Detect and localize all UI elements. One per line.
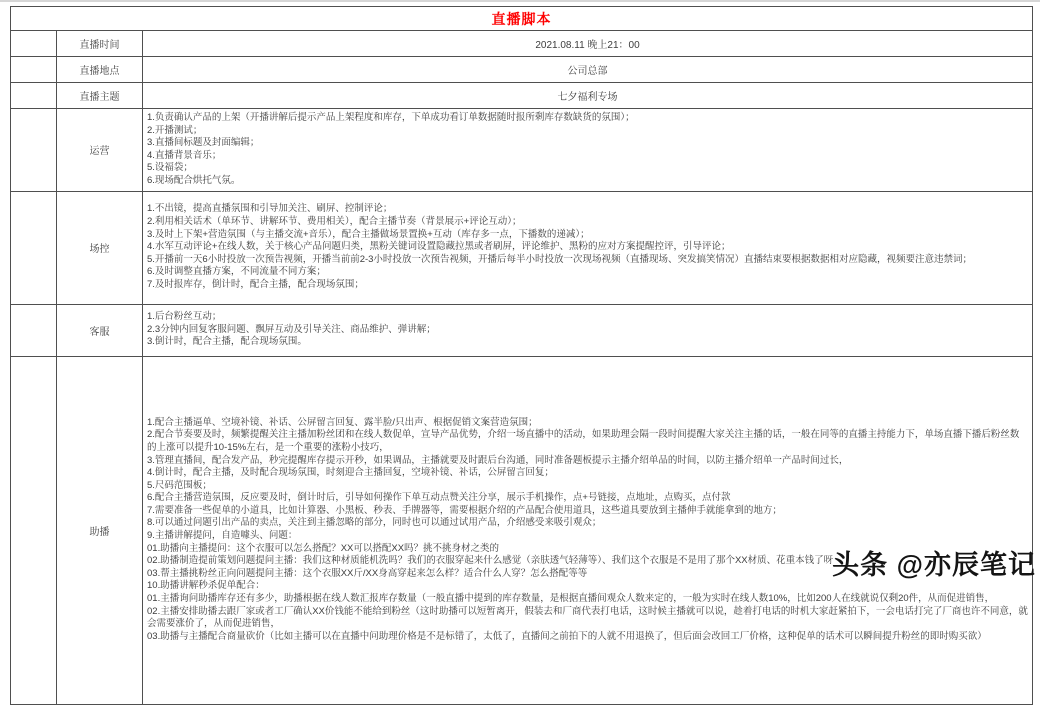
info-row [11, 31, 1033, 57]
role-row [11, 304, 1033, 356]
info-row [11, 83, 1033, 109]
task-line: 3.管理直播间，配合发产品，秒完提醒库存提示开秒，如果调品，主播就要及时跟后台沟通，同时准备题板提示主播介绍单品的时间，以防主播介绍单一产品时间过长， [147, 454, 849, 466]
role-row [11, 109, 1033, 192]
row-spacer-cell [11, 83, 57, 109]
task-line: 2.利用相关话术（单环节、讲解环节、费用相关），配合主播节奏（背景展示+评论互动）； [147, 216, 522, 228]
role-content-cell [143, 191, 1033, 304]
row-spacer-cell [11, 109, 57, 192]
row-spacer-cell [11, 304, 57, 356]
info-label: 直播地点 [57, 57, 143, 83]
task-line: 6.现场配合烘托气氛。 [147, 174, 241, 186]
role-label: 助播 [57, 356, 143, 704]
task-line: 02.主播安排助播去跟厂家或者工厂确认XX价钱能不能给到粉丝（这时助播可以短暂离开，假装去和厂商代表打电话，这时候主播就可以说，趁着打电话的时机大家赶紧拍下，一会电话打完了厂商也许不同意，就会需要涨价了，从而促进销售， [147, 605, 1028, 630]
task-line: 5.设福袋； [147, 162, 193, 174]
task-line: 6.及时调整直播方案，不同流量不同方案； [147, 266, 326, 278]
role-row [11, 356, 1033, 704]
row-spacer-cell [11, 191, 57, 304]
task-line: 5.开播前一天6小时投放一次预告视频，开播当前前2-3小时投放一次预告视频，开播后每半小时投放一次现场视频（直播现场、突发搞笑情况）直播结束要根据数据相对应隐藏，视频要注意违禁词； [147, 253, 972, 265]
task-line: 3.直播间标题及封面编辑； [147, 137, 260, 149]
task-line: 01.助播向主播提问：这个衣服可以怎么搭配？XX可以搭配XX吗？挑不挑身材之类的 [147, 542, 500, 554]
role-content-cell [143, 109, 1033, 192]
task-line: 2.配合节奏要及时，频繁提醒关注主播加粉丝团和在线人数促单，宣导产品优势，介绍一场直播中的活动，如果助理会隔一段时间提醒大家关注主播的话，一般在同等的直播主持能力下，单场直播下播后粉丝数的上涨可以提升10-15%左右，是一个重要的涨粉小技巧， [147, 429, 1020, 453]
row-spacer-cell [11, 356, 57, 704]
task-line: 3.倒计时，配合主播，配合现场氛围。 [147, 336, 307, 348]
task-line: 1.后台粉丝互动； [147, 311, 222, 323]
script-table-body [11, 7, 1033, 705]
live-script-table [10, 6, 1033, 705]
task-line: 7.及时报库存，倒计时，配合主播，配合现场氛围； [147, 279, 364, 291]
info-row [11, 57, 1033, 83]
task-line: 9.主播讲解提问，自造噱头、问题： [147, 530, 298, 542]
row-spacer-cell [11, 31, 57, 57]
task-line: 4.水军互动评论+在线人数，关于核心产品问题归类，黑粉关键词设置隐藏拉黑或者刷屏，评论维护、黑粉的应对方案提醒控评，引导评论； [147, 241, 731, 253]
task-line: 1.配合主播逼单、空境补镜、补话、公屏留言回复、露半脸/只出声、根据促销文案营造氛围； [147, 416, 538, 428]
role-label: 场控 [57, 191, 143, 304]
info-value: 七夕福利专场 [143, 83, 1033, 109]
title-row [11, 7, 1033, 31]
info-value: 2021.08.11 晚上21：00 [143, 31, 1033, 57]
task-line: 02.助播制造提前策划问题提问主播：我们这种材质能机洗吗？我们的衣服穿起来什么感觉（亲肤透气轻薄等）、我们这个衣服是不是用了那个XX材质、花重本钱了呀 [147, 555, 834, 567]
task-line: 4.直播背景音乐； [147, 149, 222, 161]
task-line: 03.助播与主播配合商量砍价（比如主播可以在直播中问助理价格是不是标错了，太低了，直播间之前拍下的人就不用退换了，但后面会改回工厂价格，这种促单的话术可以瞬间提升粉丝的即时购买欲） [147, 630, 987, 642]
task-line: 10.助播讲解秒杀促单配合： [147, 580, 265, 592]
watermark-toutiao: 头条 @亦辰笔记 [832, 550, 1036, 580]
task-line: 4.倒计时，配合主播，及时配合现场氛围，时刻迎合主播回复，空境补镜、补话，公屏留言回复； [147, 467, 554, 479]
info-label: 直播时间 [57, 31, 143, 57]
screenshot-top-edge [0, 0, 1040, 2]
task-line: 8.可以通过问题引出产品的卖点，关注到主播忽略的部分，同时也可以通过试用产品，介绍感受来吸引观众； [147, 517, 602, 529]
task-line: 2.开播测试； [147, 124, 203, 136]
role-label: 运营 [57, 109, 143, 192]
role-content-cell [143, 356, 1033, 704]
row-spacer-cell [11, 57, 57, 83]
role-row [11, 191, 1033, 304]
task-line: 7.需要准备一些促单的小道具，比如计算器、小黑板、秒表、手牌器等，需要根据介绍的产品配合使用道具，这些道具要放到主播伸手就能拿到的地方； [147, 504, 782, 516]
info-value: 公司总部 [143, 57, 1033, 83]
task-line: 1.不出镜，提高直播氛围和引导加关注、刷屏、控制评论； [147, 203, 393, 215]
task-line: 01.主播询问助播库存还有多少，助播根据在线人数汇报库存数量（一般直播中提到的库存数量，是根据直播间观众人数来定的，一般为实时在线人数10%，比如200人在线就说仅剩20件，从而促进销售， [147, 593, 995, 605]
info-label: 直播主题 [57, 83, 143, 109]
role-content-cell [143, 304, 1033, 356]
task-line: 1.负责确认产品的上架（开播讲解后提示产品上架程度和库存，下单成功看订单数据随时报所剩库存数缺货的氛围）； [147, 112, 635, 123]
task-line: 6.配合主播营造氛围，反应要及时，倒计时后，引导如何操作下单互动点赞关注分享，展示手机操作，点+号链接，点地址，点购买，点付款 [147, 492, 731, 504]
task-line: 5.尺码范围板； [147, 479, 212, 491]
task-line: 3.及时上下架+营造氛围（与主播交流+音乐），配合主播做场景置换+互动（库存多一点，下播数的递减）； [147, 228, 590, 240]
task-line: 03.帮主播挑粉丝正向问题提问主播：这个衣服XX斤/XX身高穿起来怎么样？适合什么人穿？怎么搭配等等 [147, 567, 588, 579]
task-line: 2.3分钟内回复客服问题、飘屏互动及引导关注、商品维护、弹讲解； [147, 323, 436, 335]
page-title: 直播脚本 [11, 7, 1033, 31]
role-label: 客服 [57, 304, 143, 356]
